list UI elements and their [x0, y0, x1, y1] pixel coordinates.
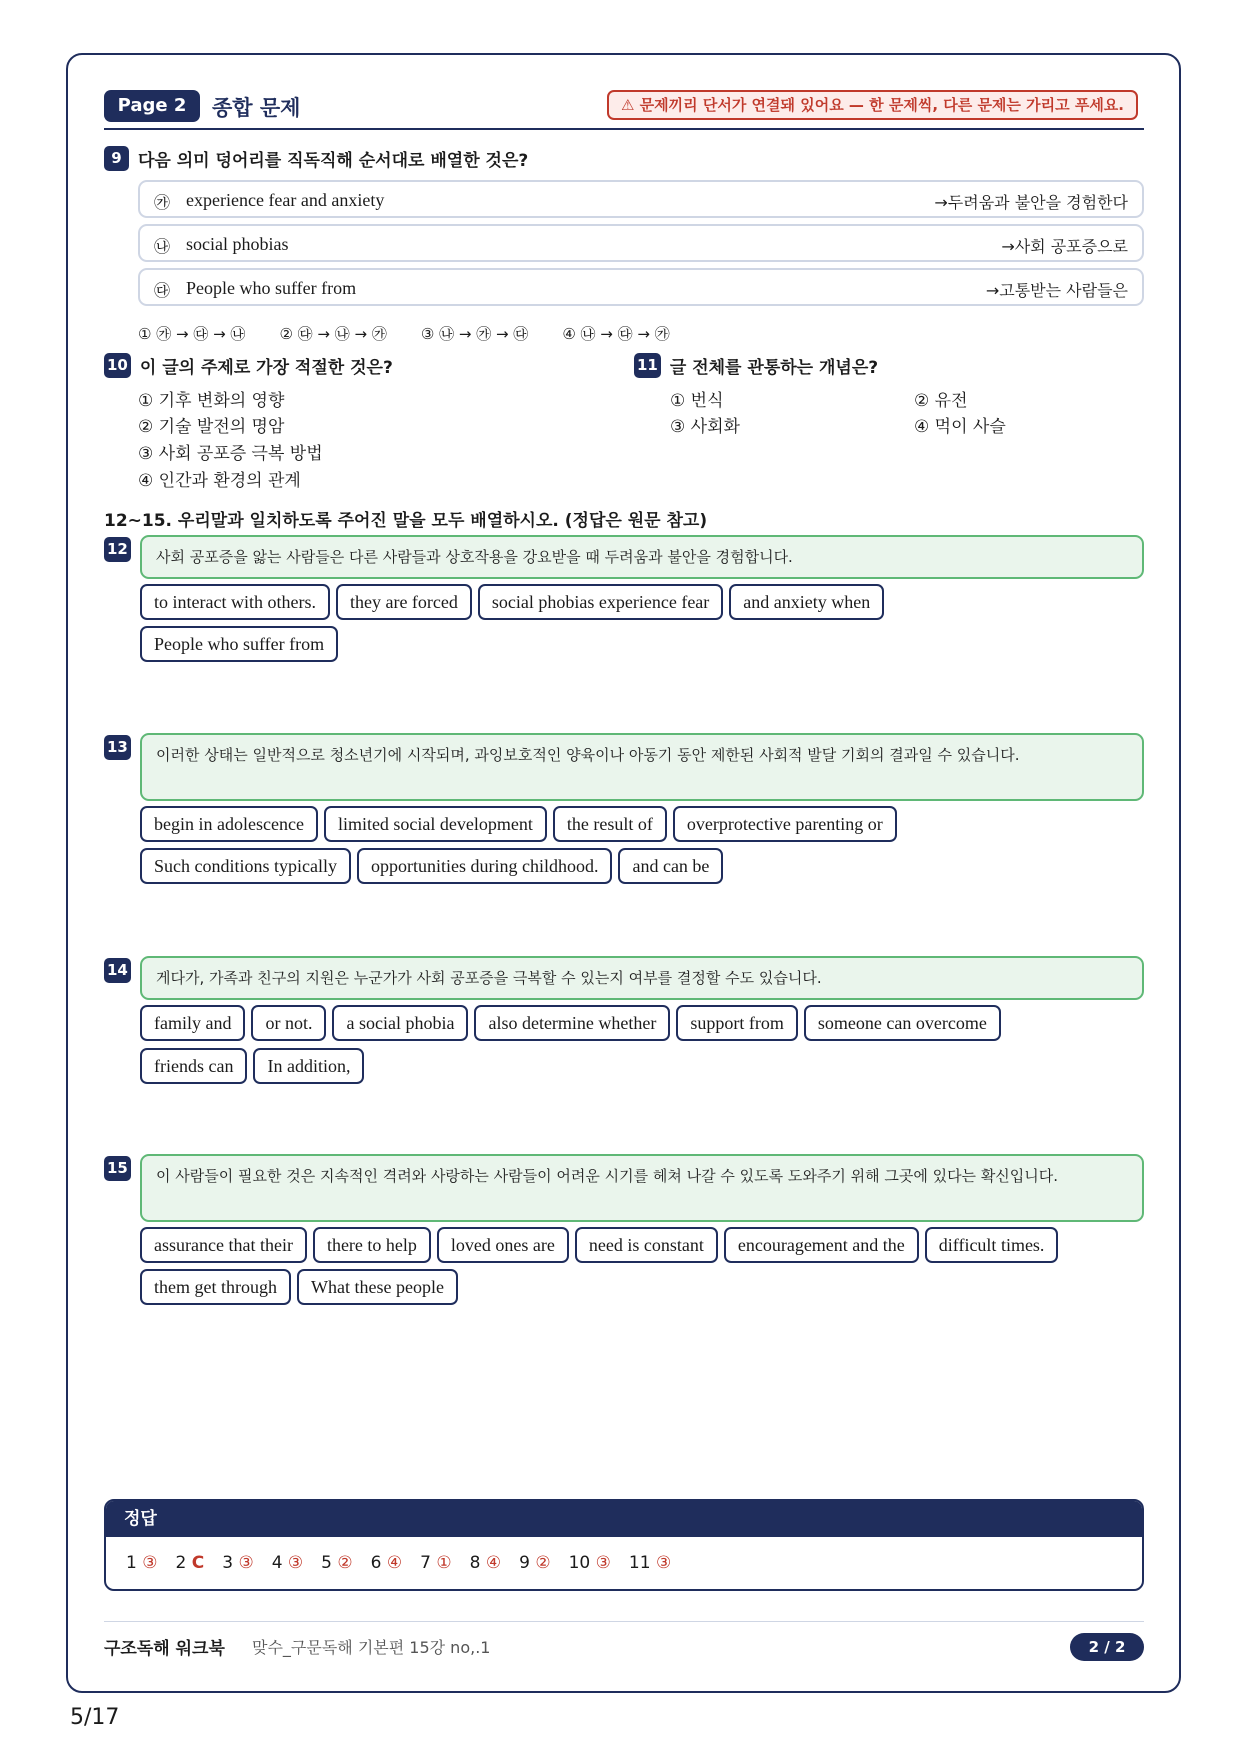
option-3[interactable]: ③ ㉯ → ㉮ → ㉰ — [420, 325, 529, 343]
answer-item — [222, 1553, 253, 1573]
q13-word-row-2 — [140, 848, 723, 884]
answer-value: ④ — [485, 1553, 502, 1573]
answer-value: ② — [337, 1553, 353, 1573]
q12-prompt: 사회 공포증을 앓는 사람들은 다른 사람들과 상호작용을 강요받을 때 두려움과 불안을 경험합니다. — [140, 535, 1144, 579]
word-card[interactable]: In addition, — [253, 1048, 364, 1084]
word-card[interactable]: begin in adolescence — [140, 806, 318, 842]
question-text: 글 전체를 관통하는 개념은? — [669, 358, 879, 378]
word-card[interactable]: encouragement and the — [724, 1227, 919, 1263]
answer-number: 1 — [126, 1553, 137, 1573]
answer-value: ④ — [386, 1553, 403, 1573]
word-card[interactable]: or not. — [251, 1005, 326, 1041]
answer-number: 3 — [222, 1553, 234, 1573]
q10-option-2[interactable]: ② 기술 발전의 명암 — [138, 417, 285, 437]
answer-value: ③ — [655, 1553, 672, 1573]
answer-list — [106, 1537, 1142, 1573]
answer-value: ② — [535, 1553, 551, 1573]
answer-value: C — [191, 1553, 205, 1573]
answer-box — [104, 1499, 1144, 1591]
question-10 — [104, 353, 393, 378]
answer-number: 7 — [420, 1553, 431, 1573]
answer-number: 6 — [370, 1553, 382, 1573]
word-card[interactable]: they are forced — [336, 584, 472, 620]
word-card[interactable]: loved ones are — [437, 1227, 569, 1263]
q10-option-3[interactable]: ③ 사회 공포증 극복 방법 — [138, 444, 323, 464]
answer-number: 8 — [469, 1553, 481, 1573]
word-card[interactable]: and anxiety when — [729, 584, 884, 620]
answer-item — [569, 1553, 611, 1573]
q15-prompt: 이 사람들이 필요한 것은 지속적인 격려와 사랑하는 사람들이 어려운 시기를 헤쳐 나갈 수 있도록 도와주기 위해 그곳에 있다는 확신입니다. — [140, 1154, 1144, 1222]
word-card[interactable]: the result of — [553, 806, 667, 842]
answer-item — [272, 1553, 303, 1573]
q15-word-row-2 — [140, 1269, 458, 1305]
footer-subtitle: 맞수_구문독해 기본편 15강 no,.1 — [252, 1638, 491, 1657]
answer-value: ③ — [287, 1553, 304, 1573]
question-text: 다음 의미 덩어리를 직독직해 순서대로 배열한 것은? — [138, 151, 529, 171]
q12-word-row-1 — [140, 584, 884, 620]
question-text: 이 글의 주제로 가장 적절한 것은? — [139, 358, 393, 378]
option-1[interactable]: ① ㉮ → ㉰ → ㉯ — [138, 325, 246, 343]
answer-item — [175, 1553, 204, 1573]
q11-option-1[interactable]: ① 번식 — [670, 391, 724, 411]
question-number-13: 13 — [104, 735, 131, 760]
word-card[interactable]: also determine whether — [474, 1005, 670, 1041]
q12-word-row-2 — [140, 626, 338, 662]
answer-item — [519, 1553, 550, 1573]
footer-page-badge: 2 / 2 — [1070, 1633, 1144, 1661]
answer-number: 5 — [321, 1553, 332, 1573]
answer-number: 11 — [628, 1553, 651, 1573]
q14-prompt: 게다가, 가족과 친구의 지원은 누군가가 사회 공포증을 극복할 수 있는지 여부를 결정할 수도 있습니다. — [140, 956, 1144, 1000]
chunk-3 — [138, 268, 1144, 306]
warning-banner: ⚠ 문제끼리 단서가 연결돼 있어요 — 한 문제씩, 다른 문제는 가리고 푸세요. — [607, 90, 1138, 120]
chunk-korean: →두려움과 불안을 경험한다 — [934, 193, 1128, 212]
chunk-symbol: ㉰ — [154, 281, 171, 300]
question-9 — [104, 146, 528, 171]
answer-number: 2 — [175, 1553, 187, 1573]
word-card[interactable]: someone can overcome — [804, 1005, 1001, 1041]
word-card[interactable]: support from — [676, 1005, 798, 1041]
chunk-english: social phobias — [186, 234, 289, 254]
question-number: 9 — [104, 146, 129, 171]
word-card[interactable]: need is constant — [575, 1227, 718, 1263]
word-card[interactable]: family and — [140, 1005, 245, 1041]
footer-divider — [104, 1621, 1144, 1622]
chunk-korean: →사회 공포증으로 — [1001, 237, 1128, 256]
chunk-1 — [138, 180, 1144, 218]
question-number-15: 15 — [104, 1156, 131, 1181]
answer-item — [470, 1553, 501, 1573]
word-card[interactable]: there to help — [313, 1227, 431, 1263]
word-card[interactable]: assurance that their — [140, 1227, 307, 1263]
chunk-2 — [138, 224, 1144, 262]
question-number-14: 14 — [104, 958, 131, 983]
q15-word-row-1 — [140, 1227, 1058, 1263]
q13-prompt: 이러한 상태는 일반적으로 청소년기에 시작되며, 과잉보호적인 양육이나 아동기 동안 제한된 사회적 발달 기회의 결과일 수 있습니다. — [140, 733, 1144, 801]
page-badge: Page 2 — [104, 90, 200, 122]
question-number: 11 — [634, 353, 661, 378]
answer-number: 9 — [519, 1553, 530, 1573]
word-card[interactable]: People who suffer from — [140, 626, 338, 662]
word-card[interactable]: limited social development — [324, 806, 547, 842]
question-number-12: 12 — [104, 537, 131, 562]
footer-brand: 구조독해 워크북 — [104, 1639, 225, 1659]
word-card[interactable]: social phobias experience fear — [478, 584, 723, 620]
answer-number: 4 — [271, 1553, 283, 1573]
answer-title: 정답 — [106, 1501, 1142, 1537]
word-card[interactable]: a social phobia — [332, 1005, 468, 1041]
chunk-english: People who suffer from — [186, 278, 357, 298]
answer-value: ① — [436, 1553, 452, 1573]
q13-word-row-1 — [140, 806, 897, 842]
answer-value: ③ — [595, 1553, 611, 1573]
answer-number: 10 — [568, 1553, 591, 1573]
word-card[interactable]: them get through — [140, 1269, 291, 1305]
q14-word-row-2 — [140, 1048, 364, 1084]
answer-item — [321, 1553, 352, 1573]
word-card[interactable]: overprotective parenting or — [673, 806, 897, 842]
chunk-korean: →고통받는 사람들은 — [985, 281, 1128, 300]
chunk-english: experience fear and anxiety — [186, 190, 385, 210]
q10-option-1[interactable]: ① 기후 변화의 영향 — [138, 391, 285, 411]
chunk-symbol: ㉮ — [154, 193, 171, 212]
word-card[interactable]: opportunities during childhood. — [357, 848, 612, 884]
word-card[interactable]: friends can — [140, 1048, 247, 1084]
word-card[interactable]: difficult times. — [925, 1227, 1059, 1263]
question-11 — [634, 353, 878, 378]
answer-value: ③ — [238, 1553, 254, 1573]
answer-item — [371, 1553, 402, 1573]
word-card[interactable]: and can be — [618, 848, 723, 884]
word-card[interactable]: Such conditions typically — [140, 848, 351, 884]
answer-item — [420, 1553, 451, 1573]
word-card[interactable]: What these people — [297, 1269, 458, 1305]
q11-option-3[interactable]: ③ 사회화 — [670, 417, 740, 437]
answer-item — [629, 1553, 671, 1573]
word-card[interactable]: to interact with others. — [140, 584, 330, 620]
chunk-symbol: ㉯ — [154, 237, 171, 256]
page-title: 종합 문제 — [212, 96, 301, 120]
page-count: 5/17 — [70, 1705, 120, 1730]
section-title: 12~15. 우리말과 일치하도록 주어진 말을 모두 배열하시오. (정답은 원문 참고) — [104, 511, 708, 531]
page-header — [104, 90, 1144, 130]
q10-option-4[interactable]: ④ 인간과 환경의 관계 — [138, 471, 301, 491]
answer-item — [126, 1553, 157, 1573]
question-number: 10 — [104, 353, 131, 378]
q9-options — [138, 323, 670, 344]
q11-option-4[interactable]: ④ 먹이 사슬 — [914, 417, 1006, 437]
q14-word-row-1 — [140, 1005, 1001, 1041]
option-2[interactable]: ② ㉰ → ㉯ → ㉮ — [279, 325, 387, 343]
q11-option-2[interactable]: ② 유전 — [914, 391, 968, 411]
option-4[interactable]: ④ ㉯ → ㉰ → ㉮ — [562, 325, 670, 343]
answer-value: ③ — [142, 1553, 158, 1573]
